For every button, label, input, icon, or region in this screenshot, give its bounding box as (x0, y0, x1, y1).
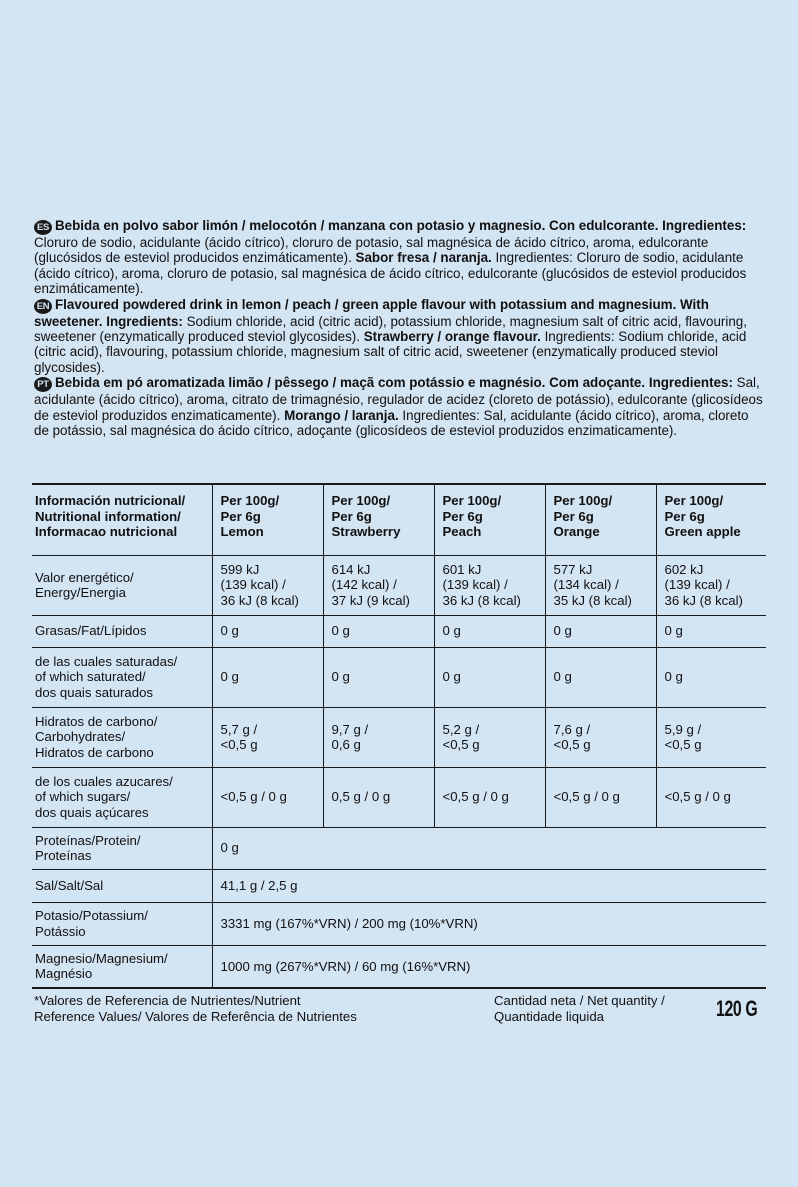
reference-values-note: *Valores de Referencia de Nutrientes/Nutrient Reference Values/ Valores de Referência de Nutrientes (34, 993, 357, 1024)
column-header-peach: Per 100g/ Per 6g Peach (434, 484, 545, 555)
magnesium-value: 1000 mg (267%*VRN) / 60 mg (16%*VRN) (212, 945, 766, 988)
saturated-peach: 0 g (434, 647, 545, 707)
table-row (32, 902, 766, 945)
table-row (32, 827, 766, 869)
fat-label: Grasas/Fat/Lípidos (32, 615, 212, 647)
english-flavour2: Strawberry / orange flavour. (363, 329, 541, 345)
table-row (32, 707, 766, 767)
sugars-lemon: <0,5 g / 0 g (212, 767, 323, 827)
sugars-peach: <0,5 g / 0 g (434, 767, 545, 827)
sugars-strawberry: 0,5 g / 0 g (323, 767, 434, 827)
saturated-orange: 0 g (545, 647, 656, 707)
spanish-ingredients2: Ingredientes: Cloruro de sodio, acidulante (ácido cítrico), aroma, cloruro de potasio, sal magnésica de ácido cítrico, edulcorante (glucósidos de esteviol producidos enzimáticamente). (34, 250, 747, 297)
sugars-orange: <0,5 g / 0 g (545, 767, 656, 827)
saturated-label: de las cuales saturadas/ of which saturated/ dos quais saturados (32, 647, 212, 707)
energy-strawberry: 614 kJ (142 kcal) / 37 kJ (9 kcal) (323, 555, 434, 615)
sugars-green-apple: <0,5 g / 0 g (656, 767, 766, 827)
saturated-strawberry: 0 g (323, 647, 434, 707)
english-ingredients2: Ingredients: Sodium chloride, acid (citric acid), flavouring, potassium chloride, magnesium salt of citric acid, sweetener (enzymatically produced steviol glycosides). (34, 329, 747, 375)
sugars-label: de los cuales azucares/ of which sugars/ dos quais açúcares (32, 767, 212, 827)
portuguese-block (34, 375, 766, 438)
table-row (32, 615, 766, 647)
column-header-strawberry: Per 100g/ Per 6g Strawberry (323, 484, 434, 555)
ingredients-section (34, 218, 766, 438)
fat-lemon: 0 g (212, 615, 323, 647)
spanish-block (34, 218, 766, 297)
table-row (32, 555, 766, 615)
net-weight: 120 G (716, 996, 758, 1021)
table-row (32, 767, 766, 827)
english-ingredients-label: Ingredients: (106, 313, 183, 329)
english-ingredients: Sodium chloride, acid (citric acid), potassium chloride, magnesium salt of citric acid, flavouring, sweetener (enzymatically produced steviol glycosides). (34, 313, 747, 345)
saturated-green-apple: 0 g (656, 647, 766, 707)
portuguese-flavour2: Morango / laranja. (284, 407, 399, 423)
column-header-green-apple: Per 100g/ Per 6g Green apple (656, 484, 766, 555)
spanish-ingredients: Cloruro de sodio, acidulante (ácido cítrico), cloruro de potasio, sal magnésica de ácido cítrico, aroma, edulcorante (glucósidos de esteviol producidos enzimáticamente). (34, 235, 709, 266)
potassium-label: Potasio/Potassium/ Potássio (32, 902, 212, 945)
energy-peach: 601 kJ (139 kcal) / 36 kJ (8 kcal) (434, 555, 545, 615)
table-header-row (32, 484, 766, 555)
table-row (32, 945, 766, 988)
carbohydrates-lemon: 5,7 g / <0,5 g (212, 707, 323, 767)
nutrition-table (32, 483, 766, 989)
energy-orange: 577 kJ (134 kcal) / 35 kJ (8 kcal) (545, 555, 656, 615)
carbohydrates-green-apple: 5,9 g / <0,5 g (656, 707, 766, 767)
english-block (34, 297, 766, 376)
protein-label: Proteínas/Protein/ Proteínas (32, 827, 212, 869)
portuguese-ingredients2: Ingredientes: Sal, acidulante (ácido cítrico), aroma, cloreto de potássio, sal magnésica do ácido cítrico, adoçante (glicosídeos de esteviol produzidos enzimaticamente). (34, 407, 749, 439)
english-title: Flavoured powdered drink in lemon / peach / green apple flavour with potassium and magnesium. With sweetener. (34, 296, 709, 329)
salt-label: Sal/Salt/Sal (32, 869, 212, 902)
carbohydrates-orange: 7,6 g / <0,5 g (545, 707, 656, 767)
fat-strawberry: 0 g (323, 615, 434, 647)
fat-peach: 0 g (434, 615, 545, 647)
header-label: Información nutricional/ Nutritional information/ Informacao nutricional (32, 484, 212, 555)
energy-label: Valor energético/ Energy/Energia (32, 555, 212, 615)
portuguese-title: Bebida em pó aromatizada limão / pêssego / maçã com potássio e magnésio. Com adoçante. (55, 375, 646, 391)
spanish-title: Bebida en polvo sabor limón / melocotón / manzana con potasio y magnesio. Con edulcorante. (55, 218, 659, 233)
energy-lemon: 599 kJ (139 kcal) / 36 kJ (8 kcal) (212, 555, 323, 615)
saturated-lemon: 0 g (212, 647, 323, 707)
magnesium-label: Magnesio/Magnesium/ Magnésio (32, 945, 212, 988)
table-row (32, 869, 766, 902)
potassium-value: 3331 mg (167%*VRN) / 200 mg (10%*VRN) (212, 902, 766, 945)
column-header-orange: Per 100g/ Per 6g Orange (545, 484, 656, 555)
carbohydrates-label: Hidratos de carbono/ Carbohydrates/ Hidratos de carbono (32, 707, 212, 767)
carbohydrates-strawberry: 9,7 g / 0,6 g (323, 707, 434, 767)
spanish-ingredients-label: Ingredientes: (662, 218, 747, 233)
column-header-lemon: Per 100g/ Per 6g Lemon (212, 484, 323, 555)
fat-green-apple: 0 g (656, 615, 766, 647)
language-badge-pt: PT (34, 377, 52, 392)
portuguese-ingredients-label: Ingredientes: (648, 375, 733, 391)
language-badge-en: EN (34, 299, 52, 314)
table-row (32, 647, 766, 707)
portuguese-ingredients: Sal, acidulante (ácido cítrico), aroma, citrato de trimagnésio, regulador de acidez (cloreto de potássio), edulcorante (glicosídeos de esteviol produzidos enzimaticamente). (34, 375, 763, 423)
salt-value: 41,1 g / 2,5 g (212, 869, 766, 902)
language-badge-es: ES (34, 220, 52, 235)
energy-green-apple: 602 kJ (139 kcal) / 36 kJ (8 kcal) (656, 555, 766, 615)
protein-value: 0 g (212, 827, 766, 869)
carbohydrates-peach: 5,2 g / <0,5 g (434, 707, 545, 767)
spanish-flavour2: Sabor fresa / naranja. (355, 250, 492, 266)
net-quantity-label: Cantidad neta / Net quantity / Quantidade liquida (494, 993, 665, 1024)
fat-orange: 0 g (545, 615, 656, 647)
